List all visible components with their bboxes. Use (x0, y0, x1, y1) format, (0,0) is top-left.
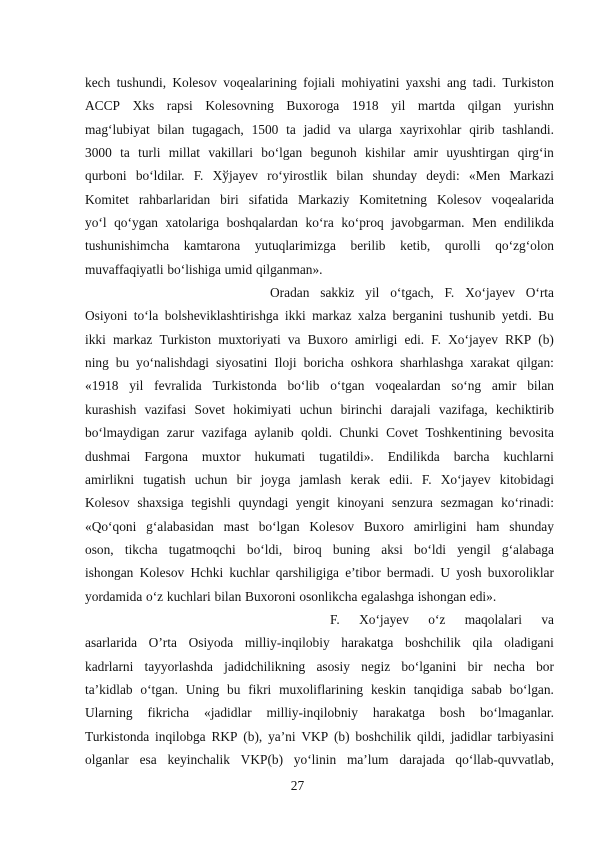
text-line: F. Xo‘jayev o‘z maqolalari va (330, 611, 554, 627)
body-text (85, 71, 554, 771)
text-line: ning bu yo‘nalishdagi siyosatini Iloji boricha oshkora sharhlashga xarakat qilgan: (85, 355, 554, 371)
text-line: ACCP Xks rapsi Kolesovning Buxoroga 1918 yil martda qilgan yurishn (85, 98, 554, 114)
text-line: muvaffaqiyatli bo‘lishiga umid qilganman». (85, 261, 323, 277)
text-line: bo‘lmaydigan zarur vazifaga aylanib qoldi. Chunki Covet Toshkentining bevosita (85, 425, 554, 441)
text-line: ishongan Kolesov Hchki kuchlar qarshiligiga e’tibor bermadi. U yosh buxoroliklar (85, 565, 554, 581)
text-line: Kolesov shaxsiga tegishli quyndagi yengit kinoyani senzura sezmagan ko‘rinadi: (85, 495, 554, 511)
text-line: kech tushundi, Kolesov voqealarining fojiali mohiyatini yaxshi ang tadi. Turkiston (85, 75, 554, 90)
text-line: kurashish vazifasi Sovet hokimiyati uchun birinchi darajali vazifaga, kechiktirib (85, 401, 554, 417)
text-line: 3000 ta turli millat vakillari bo‘lgan begunoh kishilar amir uyushtirgan qirg‘in (85, 145, 554, 161)
text-line: mag‘lubiyat bilan tugagach, 1500 ta jadid va ularga xayrixohlar qirib tashlandi. (85, 121, 554, 137)
text-line: yo‘l qo‘ygan xatolariga boshqalardan ko‘ra ko‘proq javobgarman. Men endilikda (85, 215, 554, 231)
text-line: amirlikni tugatish uchun bir joyga jamlash kerak edii. F. Xo‘jayev kitobidagi (85, 471, 554, 487)
text-line: dushmai Fargona muxtor hukumati tugatildi». Endilikda barcha kuchlarni (85, 448, 554, 464)
text-line: Oradan sakkiz yil o‘tgach, F. Xo‘jayev O‘rta (270, 285, 554, 301)
text-line: Ularning fikricha «jadidlar milliy-inqilobniy harakatga bosh bo‘lmaganlar. (85, 705, 554, 721)
text-line: ta’kidlab o‘tgan. Uning bu fikri muxoliflarining keskin tanqidiga sabab bo‘lgan. (85, 681, 554, 697)
page-number: 27 (290, 778, 305, 793)
text-line: olganlar esa keyinchalik VKP(b) yo‘linin ma’lum darajada qo‘llab-quvvatlab, (85, 751, 554, 767)
text-line: oson, tikcha tugatmoqchi bo‘ldi, biroq buning aksi bo‘ldi yengil g‘alabaga (85, 541, 554, 557)
text-line: Komitet rahbarlaridan biri sifatida Markaziy Komitetning Kolesov voqealarida (85, 191, 554, 207)
text-line: Turkistonda inqilobga RKP (b), ya’ni VKP (b) boshchilik qildi, jadidlar tarbiyasini (85, 728, 554, 744)
text-line: yordamida o‘z kuchlari bilan Buxoroni osonlikcha egalashga ishongan edi». (85, 588, 497, 604)
text-line: qurboni bo‘ldilar. F. Xўjayev ro‘yirostlik bilan shunday deydi: «Men Markazi (85, 168, 554, 184)
text-line: kadrlarni tayyorlashda jadidchilikning asosiy negiz bo‘lganini bir necha bor (85, 658, 554, 674)
text-line: tushunishimcha kamtarona yutuqlarimizga berilib ketib, qurolli qo‘zg‘olon (85, 238, 554, 254)
text-line: Osiyoni to‘la bolsheviklashtirishga ikki markaz xalza berganini tushunib yetdi. Bu (85, 308, 554, 324)
text-line: asarlarida O’rta Osiyoda milliy-inqilobiy harakatga boshchilik qila oladigani (85, 635, 554, 651)
text-line: «1918 yil fevralida Turkistonda bo‘lib o‘tgan voqealardan so‘ng amir bilan (85, 378, 554, 394)
text-line: «Qo‘qoni g‘alabasidan mast bo‘lgan Kolesov Buxoro amirligini ham shunday (85, 518, 554, 534)
text-line: ikki markaz Turkiston muxtoriyati va Buxoro amirligi edi. F. Xo‘jayev RKP (b) (85, 331, 554, 347)
